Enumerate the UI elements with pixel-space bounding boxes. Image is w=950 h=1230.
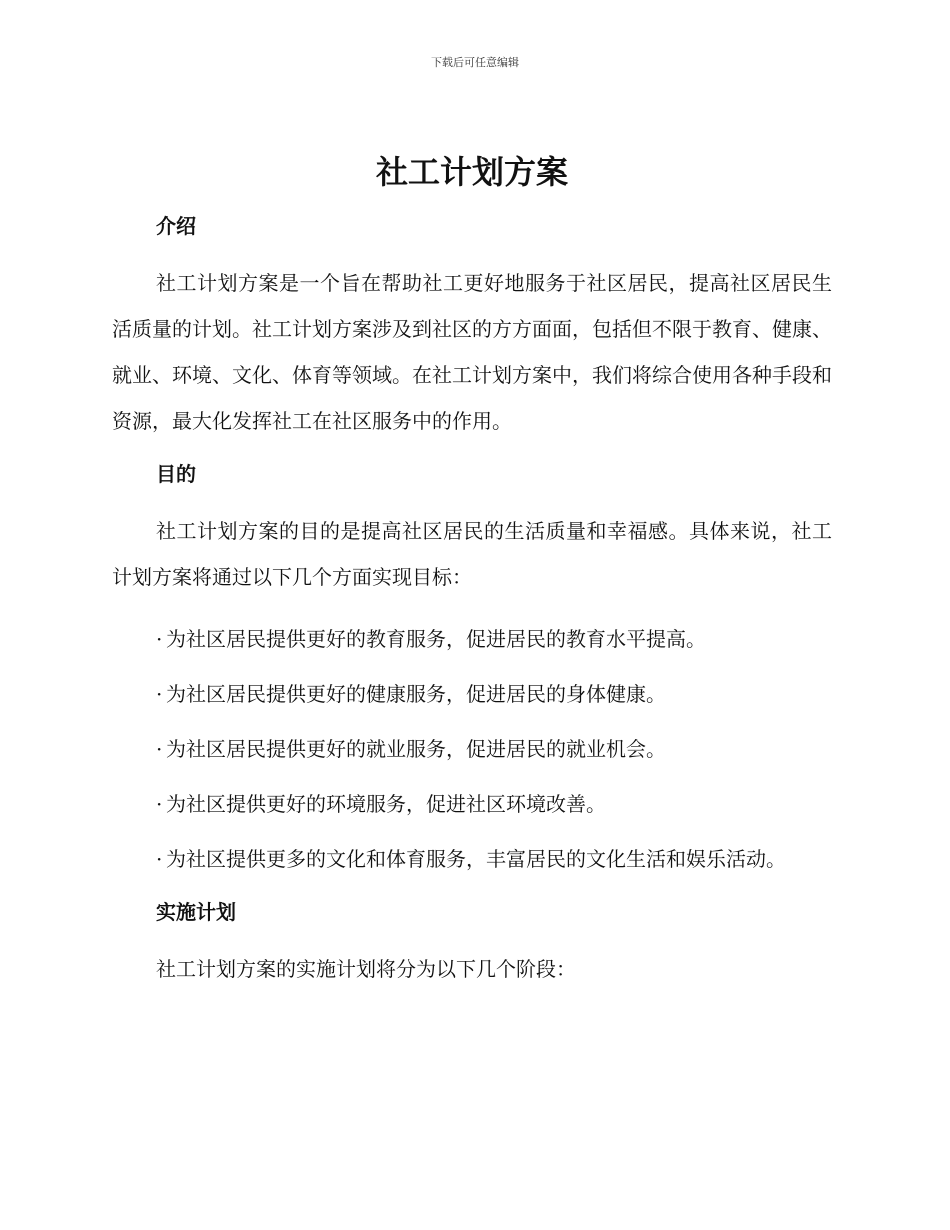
- bullet-text: 为社区提供更好的环境服务，促进社区环境改善。: [166, 792, 606, 816]
- bullet-dot-icon: ·: [156, 682, 163, 706]
- bullet-dot-icon: ·: [156, 792, 163, 816]
- bullet-text: 为社区提供更多的文化和体育服务，丰富居民的文化生活和娱乐活动。: [166, 847, 786, 871]
- intro-paragraph: 社工计划方案是一个旨在帮助社工更好地服务于社区居民，提高社区居民生活质量的计划。社工计划方案涉及到社区的方方面面，包括但不限于教育、健康、就业、环境、文化、体育等领域。在社工计划方案中，我们将综合使用各种手段和资源，最大化发挥社工在社区服务中的作用。: [112, 271, 832, 433]
- section-heading-purpose: 目的: [156, 462, 196, 486]
- bullet-dot-icon: ·: [156, 847, 163, 871]
- purpose-bullet-item: [112, 836, 832, 882]
- document-content: [112, 150, 832, 1008]
- purpose-bullet-item: [112, 726, 832, 772]
- bullet-dot-icon: ·: [156, 737, 163, 761]
- bullet-text: 为社区居民提供更好的健康服务，促进居民的身体健康。: [166, 682, 666, 706]
- purpose-bullet-item: [112, 781, 832, 827]
- section-heading-implementation: 实施计划: [156, 900, 236, 924]
- purpose-bullet-list: [112, 616, 832, 882]
- document-title: 社工计划方案: [375, 153, 568, 191]
- implementation-paragraph: 社工计划方案的实施计划将分为以下几个阶段：: [156, 957, 576, 981]
- purpose-bullet-item: [112, 671, 832, 717]
- purpose-paragraph: 社工计划方案的目的是提高社区居民的生活质量和幸福感。具体来说，社工计划方案将通过以下几个方面实现目标：: [112, 519, 832, 589]
- purpose-bullet-item: [112, 616, 832, 662]
- bullet-text: 为社区居民提供更好的教育服务，促进居民的教育水平提高。: [166, 627, 706, 651]
- section-heading-intro: 介绍: [156, 214, 196, 238]
- bullet-text: 为社区居民提供更好的就业服务，促进居民的就业机会。: [166, 737, 666, 761]
- header-note: 下载后可任意编辑: [431, 56, 519, 69]
- bullet-dot-icon: ·: [156, 627, 163, 651]
